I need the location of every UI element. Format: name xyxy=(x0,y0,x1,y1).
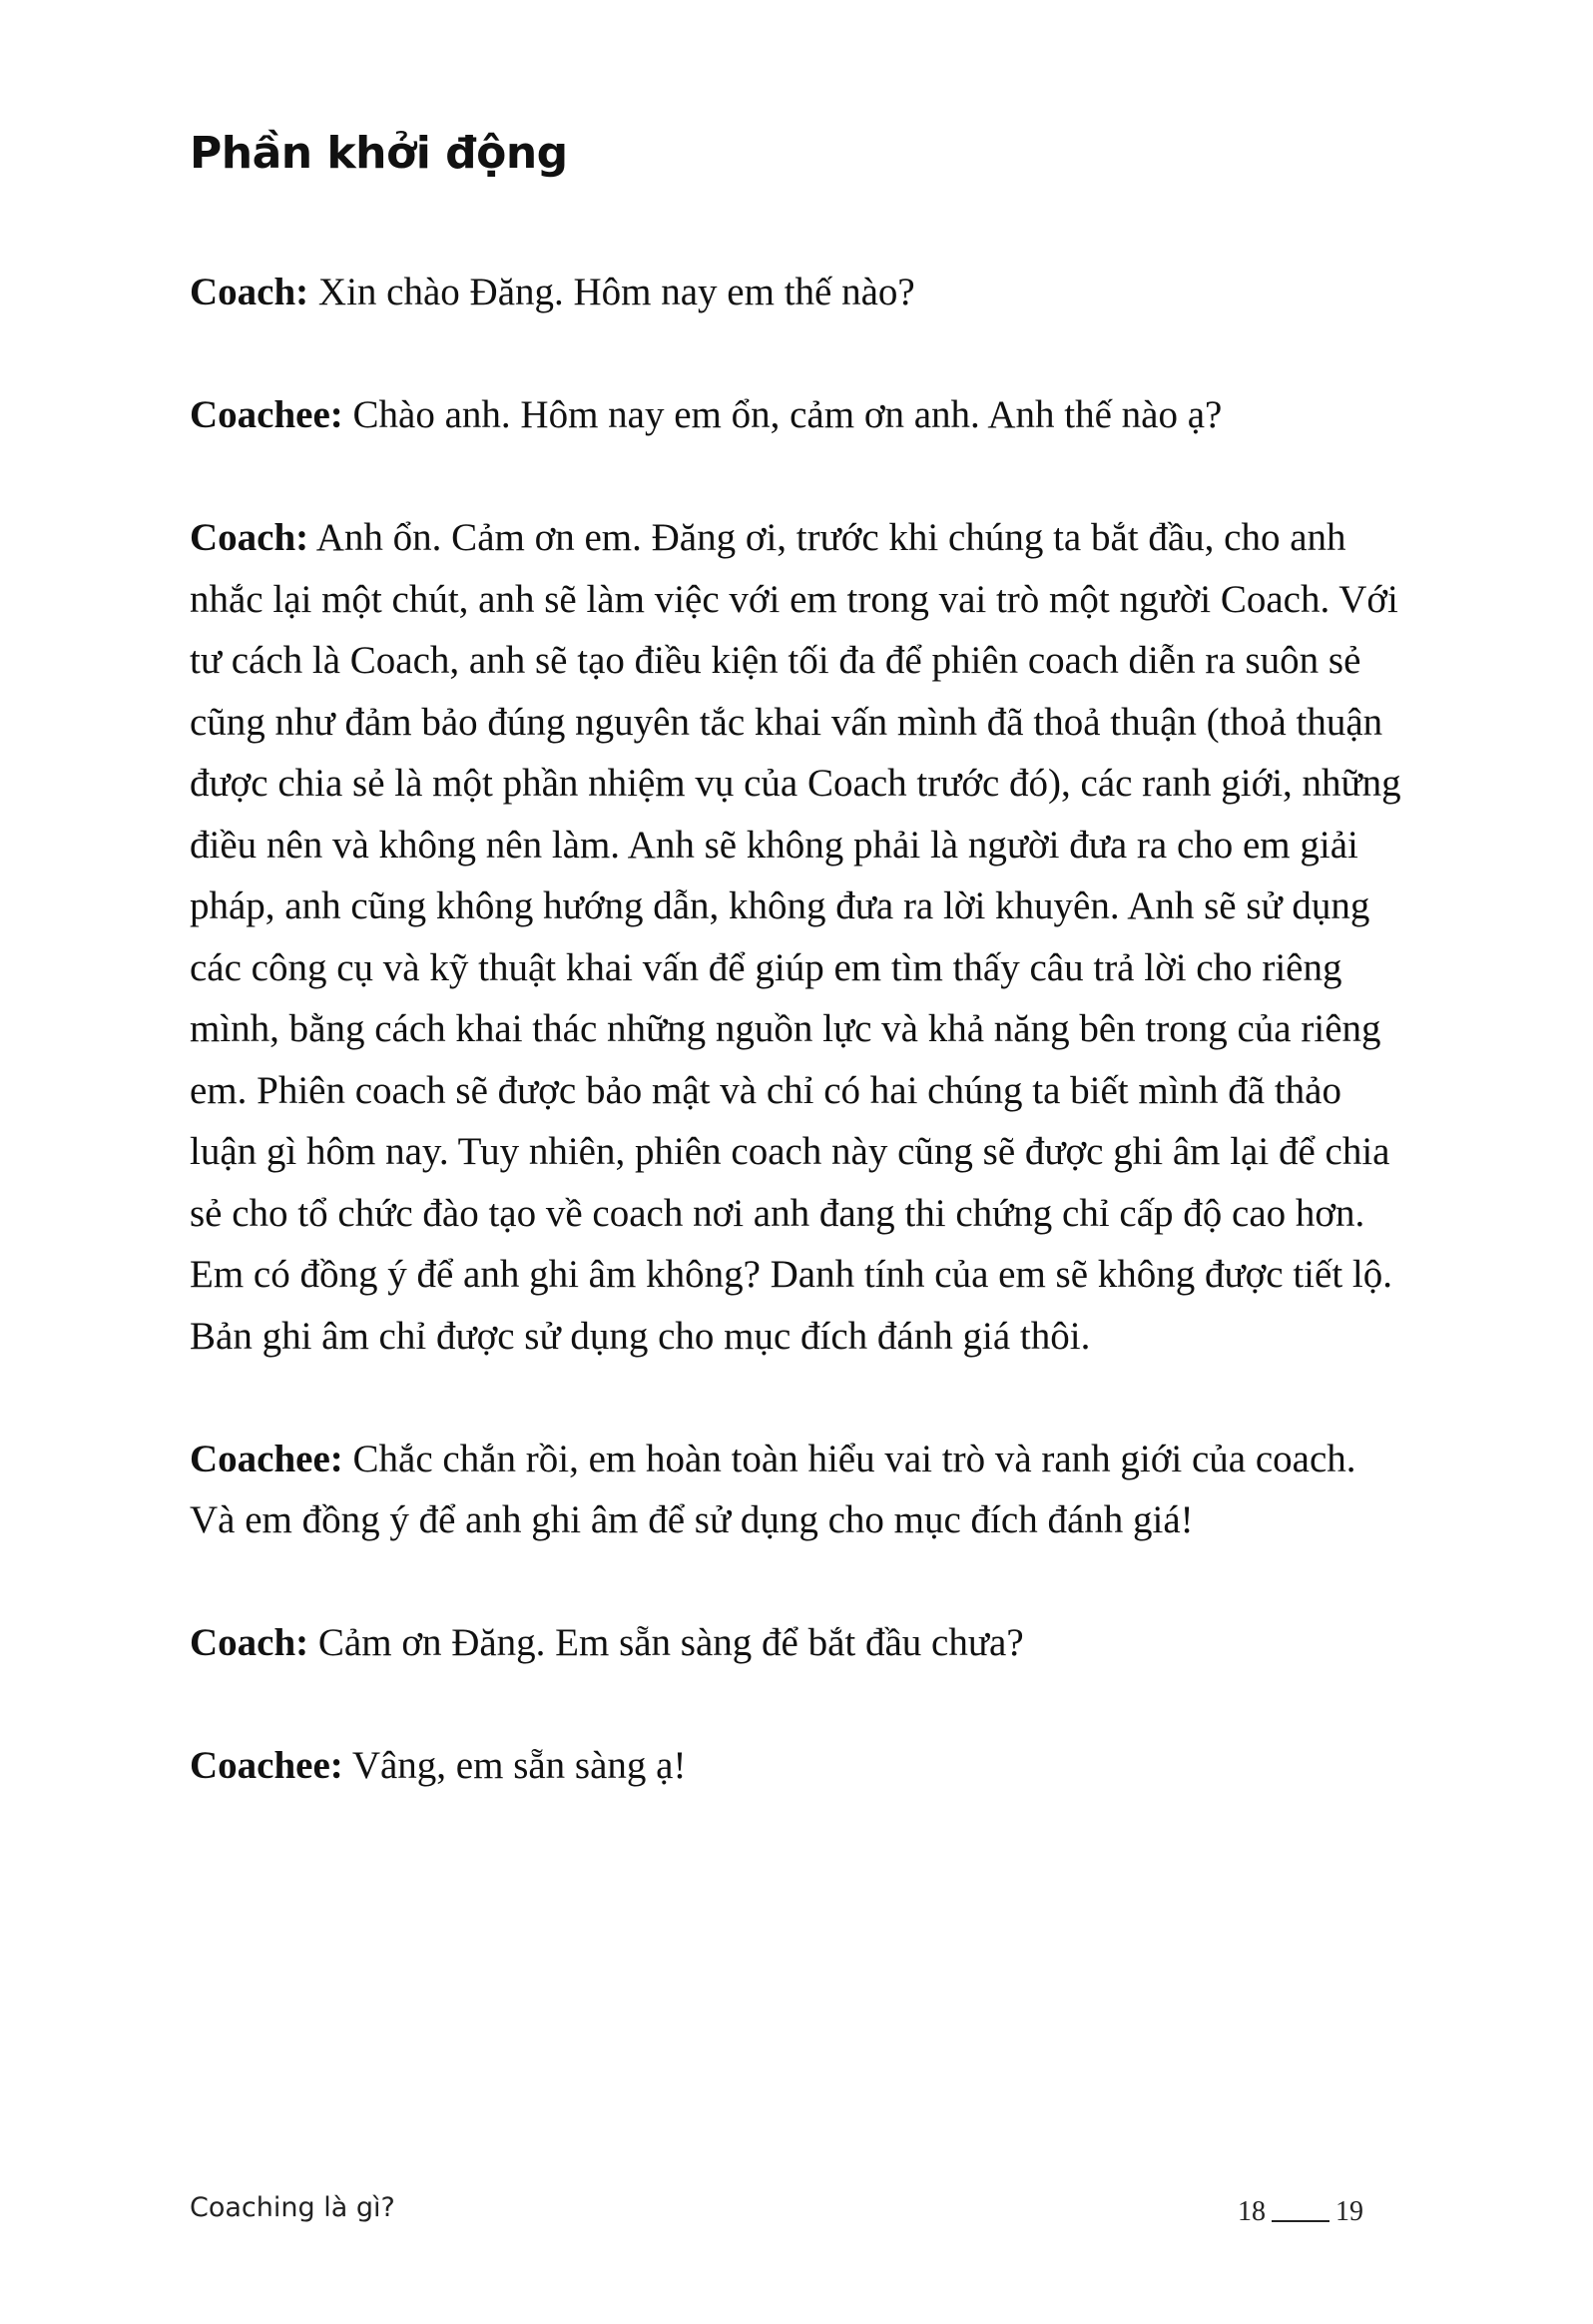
page-number-left: 18 xyxy=(1238,2196,1266,2227)
speaker-label: Coach: xyxy=(190,516,309,559)
footer-book-title: Coaching là gì? xyxy=(190,2192,395,2223)
speaker-label: Coachee: xyxy=(190,1744,343,1787)
speaker-label: Coach: xyxy=(190,1621,309,1664)
page-number-right: 19 xyxy=(1335,2196,1363,2227)
page-title: Phần khởi động xyxy=(190,128,568,179)
dialogue-text: Chào anh. Hôm nay em ổn, cảm ơn anh. Anh thế nào ạ? xyxy=(352,393,1223,436)
dialogue-paragraph xyxy=(190,384,1402,446)
dialogue-text: Vâng, em sẵn sàng ạ! xyxy=(351,1744,687,1787)
speaker-label: Coachee: xyxy=(190,393,343,436)
dialogue-paragraph xyxy=(190,1612,1402,1674)
dialogue-paragraph xyxy=(190,1735,1402,1797)
speaker-label: Coach: xyxy=(190,271,309,313)
page-numbers xyxy=(1238,2196,1363,2228)
dialogue-paragraph xyxy=(190,507,1402,1367)
dialogue-body xyxy=(190,262,1402,1858)
dialogue-paragraph xyxy=(190,1429,1402,1551)
dialogue-text: Chắc chắn rồi, em hoàn toàn hiểu vai trò và ranh giới của coach. Và em đồng ý để anh ghi âm để sử dụng cho mục đích đánh giá! xyxy=(190,1437,1356,1541)
dialogue-text: Cảm ơn Đăng. Em sẵn sàng để bắt đầu chưa? xyxy=(317,1621,1024,1664)
page-number-separator xyxy=(1272,2220,1329,2222)
dialogue-paragraph xyxy=(190,262,1402,323)
dialogue-text: Anh ổn. Cảm ơn em. Đăng ơi, trước khi chúng ta bắt đầu, cho anh nhắc lại một chút, anh sẽ làm việc với em trong vai trò một người Coach. Với tư cách là Coach, anh sẽ tạo điều kiện tối đa để phiên coach diễn ra suôn sẻ cũng như đảm bảo đúng nguyên tắc khai vấn mình đã thoả thuận (thoả thuận được chia sẻ là một phần nhiệm vụ của Coach trước đó), các ranh giới, những điều nên và không nên làm. Anh sẽ không phải là người đưa ra cho em giải pháp, anh cũng không hướng dẫn, không đưa ra lời khuyên. Anh sẽ sử dụng các công cụ và kỹ thuật khai vấn để giúp em tìm thấy câu trả lời cho riêng mình, bằng cách khai thác những nguồn lực và khả năng bên trong của riêng em. Phiên coach sẽ được bảo mật và chỉ có hai chúng ta biết mình đã thảo luận gì hôm nay. Tuy nhiên, phiên coach này cũng sẽ được ghi âm lại để chia sẻ cho tổ chức đào tạo về coach nơi anh đang thi chứng chỉ cấp độ cao hơn. Em có đồng ý để anh ghi âm không? Danh tính của em sẽ không được tiết lộ. Bản ghi âm chỉ được sử dụng cho mục đích đánh giá thôi. xyxy=(190,516,1401,1358)
speaker-label: Coachee: xyxy=(190,1437,343,1480)
dialogue-text: Xin chào Đăng. Hôm nay em thế nào? xyxy=(317,271,915,313)
